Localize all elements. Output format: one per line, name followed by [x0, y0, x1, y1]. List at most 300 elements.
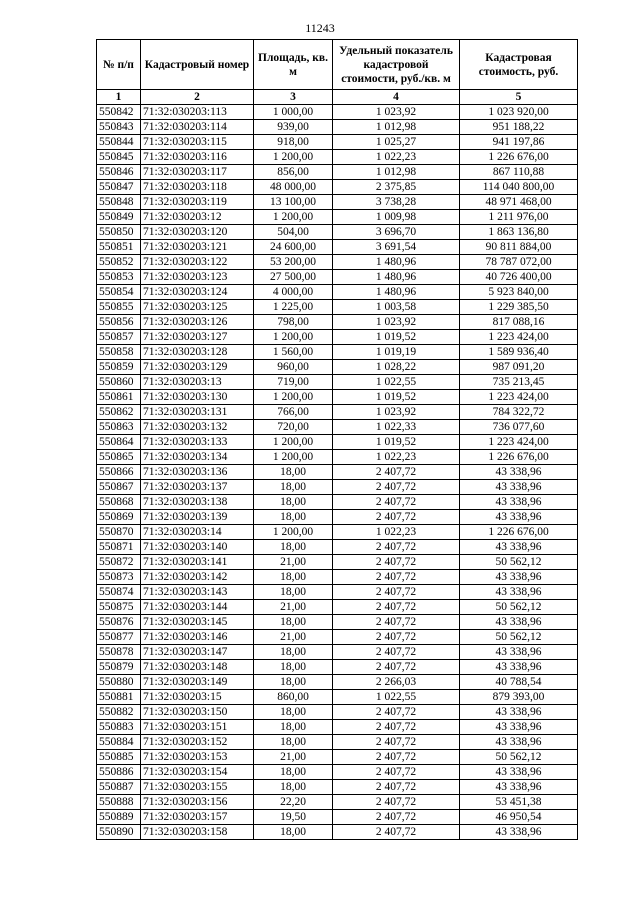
table-row [97, 150, 578, 165]
row-index-cell: 550880 [97, 675, 141, 690]
row-index-cell: 550857 [97, 330, 141, 345]
table-row [97, 120, 578, 135]
unit-value-cell: 2 407,72 [333, 735, 460, 750]
table-row [97, 525, 578, 540]
table-row [97, 375, 578, 390]
cadastral-value-cell: 817 088,16 [460, 315, 578, 330]
cadastral-number-cell: 71:32:030203:124 [141, 285, 254, 300]
area-cell: 18,00 [254, 510, 333, 525]
table-row [97, 330, 578, 345]
cadastral-number-cell: 71:32:030203:152 [141, 735, 254, 750]
row-index-cell: 550866 [97, 465, 141, 480]
cadastral-number-cell: 71:32:030203:145 [141, 615, 254, 630]
area-cell: 1 225,00 [254, 300, 333, 315]
column-number: 2 [141, 90, 254, 105]
cadastral-value-cell: 48 971 468,00 [460, 195, 578, 210]
unit-value-cell: 1 480,96 [333, 285, 460, 300]
row-index-cell: 550850 [97, 225, 141, 240]
row-index-cell: 550889 [97, 810, 141, 825]
row-index-cell: 550879 [97, 660, 141, 675]
cadastral-value-cell: 43 338,96 [460, 585, 578, 600]
cadastral-value-cell: 43 338,96 [460, 495, 578, 510]
row-index-cell: 550855 [97, 300, 141, 315]
unit-value-cell: 1 019,19 [333, 345, 460, 360]
table-row [97, 750, 578, 765]
area-cell: 18,00 [254, 825, 333, 840]
column-number: 4 [333, 90, 460, 105]
cadastral-value-cell: 867 110,88 [460, 165, 578, 180]
area-cell: 13 100,00 [254, 195, 333, 210]
row-index-cell: 550878 [97, 645, 141, 660]
table-row [97, 465, 578, 480]
area-cell: 719,00 [254, 375, 333, 390]
cadastral-number-cell: 71:32:030203:128 [141, 345, 254, 360]
unit-value-cell: 1 003,58 [333, 300, 460, 315]
cadastral-value-cell: 1 223 424,00 [460, 435, 578, 450]
unit-value-cell: 1 012,98 [333, 165, 460, 180]
table-row [97, 705, 578, 720]
unit-value-cell: 1 019,52 [333, 330, 460, 345]
area-cell: 18,00 [254, 540, 333, 555]
cadastral-value-cell: 43 338,96 [460, 465, 578, 480]
row-index-cell: 550881 [97, 690, 141, 705]
unit-value-cell: 2 407,72 [333, 465, 460, 480]
row-index-cell: 550875 [97, 600, 141, 615]
row-index-cell: 550845 [97, 150, 141, 165]
cadastral-value-cell: 941 197,86 [460, 135, 578, 150]
row-index-cell: 550846 [97, 165, 141, 180]
row-index-cell: 550870 [97, 525, 141, 540]
cadastral-number-cell: 71:32:030203:154 [141, 765, 254, 780]
table-row [97, 240, 578, 255]
table-row [97, 135, 578, 150]
table-row [97, 630, 578, 645]
area-cell: 1 200,00 [254, 210, 333, 225]
area-cell: 22,20 [254, 795, 333, 810]
area-cell: 21,00 [254, 750, 333, 765]
cadastral-number-cell: 71:32:030203:14 [141, 525, 254, 540]
cadastral-value-cell: 1 863 136,80 [460, 225, 578, 240]
area-cell: 18,00 [254, 660, 333, 675]
row-index-cell: 550867 [97, 480, 141, 495]
cadastral-number-cell: 71:32:030203:129 [141, 360, 254, 375]
area-cell: 504,00 [254, 225, 333, 240]
cadastral-value-cell: 43 338,96 [460, 645, 578, 660]
column-number-row [97, 90, 578, 105]
row-index-cell: 550882 [97, 705, 141, 720]
unit-value-cell: 2 407,72 [333, 645, 460, 660]
unit-value-cell: 1 009,98 [333, 210, 460, 225]
cadastral-value-cell: 50 562,12 [460, 750, 578, 765]
row-index-cell: 550873 [97, 570, 141, 585]
header-area: Площадь, кв. м [254, 40, 333, 90]
area-cell: 939,00 [254, 120, 333, 135]
cadastral-value-cell: 46 950,54 [460, 810, 578, 825]
area-cell: 1 200,00 [254, 150, 333, 165]
row-index-cell: 550876 [97, 615, 141, 630]
cadastral-value-cell: 951 188,22 [460, 120, 578, 135]
header-cadastral-number: Кадастровый номер [141, 40, 254, 90]
area-cell: 860,00 [254, 690, 333, 705]
cadastral-value-cell: 43 338,96 [460, 780, 578, 795]
table-row [97, 795, 578, 810]
cadastral-number-cell: 71:32:030203:146 [141, 630, 254, 645]
unit-value-cell: 2 407,72 [333, 720, 460, 735]
table-row [97, 570, 578, 585]
row-index-cell: 550872 [97, 555, 141, 570]
unit-value-cell: 1 025,27 [333, 135, 460, 150]
cadastral-value-cell: 43 338,96 [460, 765, 578, 780]
cadastral-value-cell: 5 923 840,00 [460, 285, 578, 300]
cadastral-table [96, 39, 578, 840]
row-index-cell: 550865 [97, 450, 141, 465]
table-row [97, 405, 578, 420]
column-number: 5 [460, 90, 578, 105]
cadastral-number-cell: 71:32:030203:131 [141, 405, 254, 420]
unit-value-cell: 2 407,72 [333, 795, 460, 810]
table-row [97, 450, 578, 465]
area-cell: 1 000,00 [254, 105, 333, 120]
table-row [97, 810, 578, 825]
cadastral-number-cell: 71:32:030203:140 [141, 540, 254, 555]
unit-value-cell: 2 407,72 [333, 570, 460, 585]
unit-value-cell: 2 407,72 [333, 495, 460, 510]
cadastral-number-cell: 71:32:030203:143 [141, 585, 254, 600]
unit-value-cell: 1 028,22 [333, 360, 460, 375]
cadastral-value-cell: 1 023 920,00 [460, 105, 578, 120]
cadastral-number-cell: 71:32:030203:116 [141, 150, 254, 165]
area-cell: 27 500,00 [254, 270, 333, 285]
row-index-cell: 550877 [97, 630, 141, 645]
cadastral-value-cell: 1 211 976,00 [460, 210, 578, 225]
cadastral-number-cell: 71:32:030203:142 [141, 570, 254, 585]
cadastral-number-cell: 71:32:030203:155 [141, 780, 254, 795]
header-unit-value: Удельный показатель кадастровой стоимости, руб./кв. м [333, 40, 460, 90]
area-cell: 53 200,00 [254, 255, 333, 270]
cadastral-value-cell: 50 562,12 [460, 555, 578, 570]
table-row [97, 180, 578, 195]
cadastral-value-cell: 879 393,00 [460, 690, 578, 705]
cadastral-number-cell: 71:32:030203:121 [141, 240, 254, 255]
area-cell: 18,00 [254, 615, 333, 630]
table-body [97, 105, 578, 840]
cadastral-value-cell: 43 338,96 [460, 510, 578, 525]
row-index-cell: 550842 [97, 105, 141, 120]
unit-value-cell: 2 407,72 [333, 705, 460, 720]
cadastral-number-cell: 71:32:030203:12 [141, 210, 254, 225]
cadastral-value-cell: 53 451,38 [460, 795, 578, 810]
unit-value-cell: 1 023,92 [333, 405, 460, 420]
unit-value-cell: 2 407,72 [333, 780, 460, 795]
unit-value-cell: 2 407,72 [333, 480, 460, 495]
area-cell: 48 000,00 [254, 180, 333, 195]
area-cell: 1 200,00 [254, 450, 333, 465]
cadastral-number-cell: 71:32:030203:132 [141, 420, 254, 435]
cadastral-number-cell: 71:32:030203:139 [141, 510, 254, 525]
cadastral-value-cell: 736 077,60 [460, 420, 578, 435]
area-cell: 798,00 [254, 315, 333, 330]
area-cell: 856,00 [254, 165, 333, 180]
table-row [97, 540, 578, 555]
cadastral-value-cell: 40 726 400,00 [460, 270, 578, 285]
table-row [97, 480, 578, 495]
row-index-cell: 550871 [97, 540, 141, 555]
unit-value-cell: 2 407,72 [333, 540, 460, 555]
area-cell: 1 200,00 [254, 435, 333, 450]
row-index-cell: 550859 [97, 360, 141, 375]
column-number: 1 [97, 90, 141, 105]
row-index-cell: 550856 [97, 315, 141, 330]
area-cell: 18,00 [254, 765, 333, 780]
table-row [97, 600, 578, 615]
cadastral-number-cell: 71:32:030203:157 [141, 810, 254, 825]
table-row [97, 420, 578, 435]
area-cell: 4 000,00 [254, 285, 333, 300]
area-cell: 18,00 [254, 570, 333, 585]
cadastral-number-cell: 71:32:030203:125 [141, 300, 254, 315]
cadastral-number-cell: 71:32:030203:120 [141, 225, 254, 240]
area-cell: 18,00 [254, 720, 333, 735]
cadastral-number-cell: 71:32:030203:113 [141, 105, 254, 120]
row-index-cell: 550853 [97, 270, 141, 285]
row-index-cell: 550847 [97, 180, 141, 195]
row-index-cell: 550862 [97, 405, 141, 420]
unit-value-cell: 1 019,52 [333, 390, 460, 405]
header-cadastral-value: Кадастровая стоимость, руб. [460, 40, 578, 90]
cadastral-number-cell: 71:32:030203:127 [141, 330, 254, 345]
unit-value-cell: 1 019,52 [333, 435, 460, 450]
unit-value-cell: 2 407,72 [333, 765, 460, 780]
table-row [97, 345, 578, 360]
cadastral-number-cell: 71:32:030203:144 [141, 600, 254, 615]
cadastral-number-cell: 71:32:030203:156 [141, 795, 254, 810]
unit-value-cell: 1 022,23 [333, 450, 460, 465]
cadastral-number-cell: 71:32:030203:158 [141, 825, 254, 840]
column-number: 3 [254, 90, 333, 105]
unit-value-cell: 2 407,72 [333, 660, 460, 675]
cadastral-number-cell: 71:32:030203:114 [141, 120, 254, 135]
table-row [97, 555, 578, 570]
cadastral-number-cell: 71:32:030203:130 [141, 390, 254, 405]
cadastral-value-cell: 1 226 676,00 [460, 150, 578, 165]
cadastral-number-cell: 71:32:030203:15 [141, 690, 254, 705]
unit-value-cell: 2 407,72 [333, 810, 460, 825]
cadastral-value-cell: 43 338,96 [460, 720, 578, 735]
unit-value-cell: 2 407,72 [333, 750, 460, 765]
row-index-cell: 550886 [97, 765, 141, 780]
area-cell: 18,00 [254, 465, 333, 480]
table-row [97, 675, 578, 690]
unit-value-cell: 1 012,98 [333, 120, 460, 135]
table-row [97, 270, 578, 285]
cadastral-number-cell: 71:32:030203:137 [141, 480, 254, 495]
table-row [97, 660, 578, 675]
cadastral-value-cell: 43 338,96 [460, 735, 578, 750]
unit-value-cell: 2 266,03 [333, 675, 460, 690]
unit-value-cell: 2 407,72 [333, 825, 460, 840]
unit-value-cell: 1 480,96 [333, 255, 460, 270]
unit-value-cell: 1 480,96 [333, 270, 460, 285]
cadastral-number-cell: 71:32:030203:119 [141, 195, 254, 210]
table-row [97, 390, 578, 405]
unit-value-cell: 2 407,72 [333, 600, 460, 615]
table-row [97, 300, 578, 315]
cadastral-value-cell: 50 562,12 [460, 600, 578, 615]
cadastral-value-cell: 40 788,54 [460, 675, 578, 690]
header-index: № п/п [97, 40, 141, 90]
row-index-cell: 550854 [97, 285, 141, 300]
cadastral-number-cell: 71:32:030203:13 [141, 375, 254, 390]
table-row [97, 735, 578, 750]
table-row [97, 585, 578, 600]
cadastral-value-cell: 43 338,96 [460, 540, 578, 555]
unit-value-cell: 2 407,72 [333, 630, 460, 645]
cadastral-number-cell: 71:32:030203:117 [141, 165, 254, 180]
cadastral-number-cell: 71:32:030203:136 [141, 465, 254, 480]
row-index-cell: 550851 [97, 240, 141, 255]
area-cell: 18,00 [254, 780, 333, 795]
row-index-cell: 550844 [97, 135, 141, 150]
cadastral-value-cell: 1 226 676,00 [460, 525, 578, 540]
cadastral-number-cell: 71:32:030203:153 [141, 750, 254, 765]
cadastral-value-cell: 43 338,96 [460, 570, 578, 585]
area-cell: 1 200,00 [254, 390, 333, 405]
page-number: 11243 [305, 21, 335, 35]
area-cell: 21,00 [254, 600, 333, 615]
area-cell: 19,50 [254, 810, 333, 825]
cadastral-number-cell: 71:32:030203:126 [141, 315, 254, 330]
row-index-cell: 550888 [97, 795, 141, 810]
unit-value-cell: 1 022,23 [333, 525, 460, 540]
table-row [97, 360, 578, 375]
row-index-cell: 550861 [97, 390, 141, 405]
area-cell: 21,00 [254, 630, 333, 645]
unit-value-cell: 3 738,28 [333, 195, 460, 210]
unit-value-cell: 1 022,33 [333, 420, 460, 435]
cadastral-number-cell: 71:32:030203:133 [141, 435, 254, 450]
cadastral-number-cell: 71:32:030203:151 [141, 720, 254, 735]
table-row [97, 615, 578, 630]
cadastral-number-cell: 71:32:030203:141 [141, 555, 254, 570]
cadastral-number-cell: 71:32:030203:147 [141, 645, 254, 660]
table-row [97, 510, 578, 525]
table-row [97, 315, 578, 330]
area-cell: 18,00 [254, 585, 333, 600]
row-index-cell: 550890 [97, 825, 141, 840]
unit-value-cell: 1 022,23 [333, 150, 460, 165]
area-cell: 1 200,00 [254, 330, 333, 345]
unit-value-cell: 1 023,92 [333, 315, 460, 330]
area-cell: 18,00 [254, 645, 333, 660]
row-index-cell: 550887 [97, 780, 141, 795]
cadastral-value-cell: 43 338,96 [460, 660, 578, 675]
unit-value-cell: 2 407,72 [333, 555, 460, 570]
unit-value-cell: 3 691,54 [333, 240, 460, 255]
cadastral-value-cell: 43 338,96 [460, 615, 578, 630]
table-row [97, 255, 578, 270]
row-index-cell: 550869 [97, 510, 141, 525]
area-cell: 18,00 [254, 480, 333, 495]
unit-value-cell: 3 696,70 [333, 225, 460, 240]
row-index-cell: 550858 [97, 345, 141, 360]
row-index-cell: 550849 [97, 210, 141, 225]
cadastral-value-cell: 1 229 385,50 [460, 300, 578, 315]
cadastral-value-cell: 1 223 424,00 [460, 330, 578, 345]
unit-value-cell: 1 023,92 [333, 105, 460, 120]
area-cell: 18,00 [254, 705, 333, 720]
area-cell: 18,00 [254, 735, 333, 750]
row-index-cell: 550863 [97, 420, 141, 435]
row-index-cell: 550848 [97, 195, 141, 210]
cadastral-value-cell: 90 811 884,00 [460, 240, 578, 255]
unit-value-cell: 1 022,55 [333, 690, 460, 705]
table-row [97, 765, 578, 780]
table-row [97, 165, 578, 180]
cadastral-value-cell: 1 223 424,00 [460, 390, 578, 405]
row-index-cell: 550852 [97, 255, 141, 270]
cadastral-number-cell: 71:32:030203:123 [141, 270, 254, 285]
unit-value-cell: 2 407,72 [333, 615, 460, 630]
cadastral-value-cell: 78 787 072,00 [460, 255, 578, 270]
table-row [97, 225, 578, 240]
table-row [97, 210, 578, 225]
cadastral-number-cell: 71:32:030203:115 [141, 135, 254, 150]
unit-value-cell: 2 407,72 [333, 585, 460, 600]
table-row [97, 195, 578, 210]
area-cell: 960,00 [254, 360, 333, 375]
table-row [97, 105, 578, 120]
table-row [97, 285, 578, 300]
unit-value-cell: 2 375,85 [333, 180, 460, 195]
area-cell: 918,00 [254, 135, 333, 150]
area-cell: 766,00 [254, 405, 333, 420]
table-row [97, 435, 578, 450]
header-row [97, 40, 578, 90]
cadastral-value-cell: 735 213,45 [460, 375, 578, 390]
row-index-cell: 550860 [97, 375, 141, 390]
table-row [97, 495, 578, 510]
cadastral-number-cell: 71:32:030203:138 [141, 495, 254, 510]
row-index-cell: 550864 [97, 435, 141, 450]
row-index-cell: 550883 [97, 720, 141, 735]
cadastral-value-cell: 43 338,96 [460, 480, 578, 495]
cadastral-number-cell: 71:32:030203:148 [141, 660, 254, 675]
cadastral-value-cell: 1 226 676,00 [460, 450, 578, 465]
table-row [97, 720, 578, 735]
cadastral-number-cell: 71:32:030203:122 [141, 255, 254, 270]
cadastral-value-cell: 50 562,12 [460, 630, 578, 645]
area-cell: 24 600,00 [254, 240, 333, 255]
cadastral-number-cell: 71:32:030203:118 [141, 180, 254, 195]
cadastral-number-cell: 71:32:030203:150 [141, 705, 254, 720]
row-index-cell: 550868 [97, 495, 141, 510]
area-cell: 1 200,00 [254, 525, 333, 540]
area-cell: 18,00 [254, 675, 333, 690]
cadastral-value-cell: 784 322,72 [460, 405, 578, 420]
cadastral-number-cell: 71:32:030203:134 [141, 450, 254, 465]
table-row [97, 825, 578, 840]
row-index-cell: 550874 [97, 585, 141, 600]
row-index-cell: 550843 [97, 120, 141, 135]
cadastral-value-cell: 114 040 800,00 [460, 180, 578, 195]
cadastral-value-cell: 987 091,20 [460, 360, 578, 375]
area-cell: 21,00 [254, 555, 333, 570]
cadastral-number-cell: 71:32:030203:149 [141, 675, 254, 690]
table-row [97, 645, 578, 660]
cadastral-value-cell: 43 338,96 [460, 825, 578, 840]
row-index-cell: 550885 [97, 750, 141, 765]
area-cell: 1 560,00 [254, 345, 333, 360]
